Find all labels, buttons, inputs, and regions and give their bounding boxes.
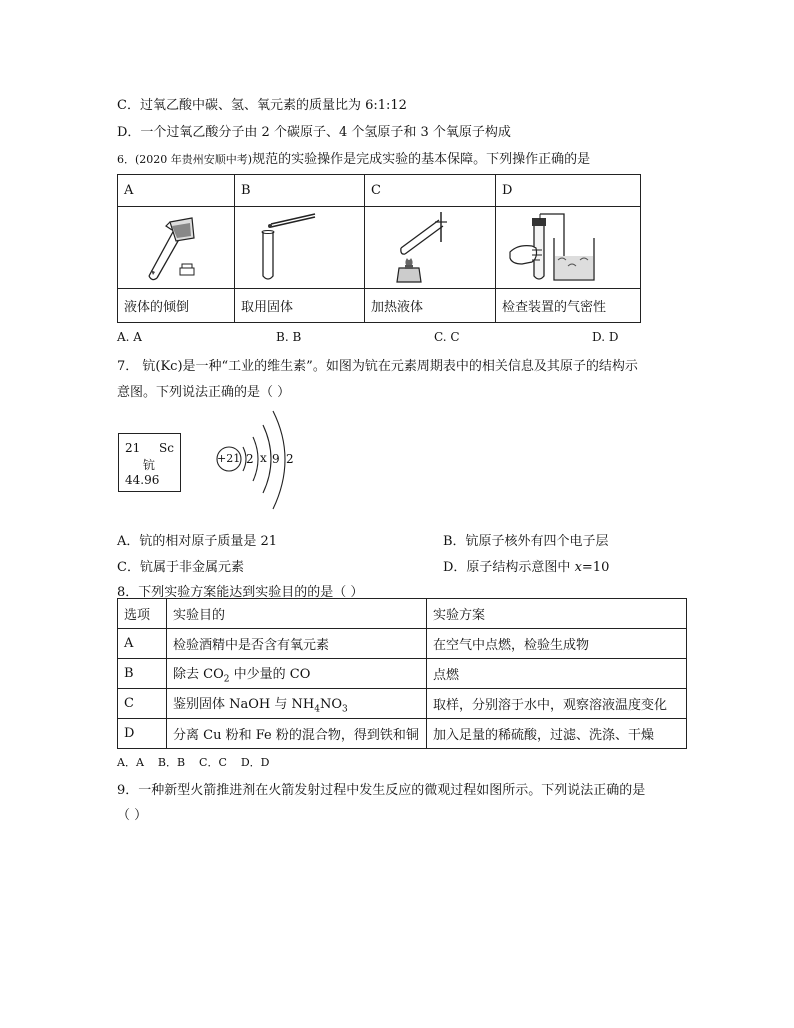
q7-option-c: C．钪属于非金属元素 — [117, 560, 244, 575]
q7-option-d-prefix: D．原子结构示意图中 — [443, 560, 575, 575]
q6-label-b: 取用固体 — [235, 289, 365, 323]
q6-header-a: A — [118, 175, 235, 207]
q8-row-b-purpose-subscript: 2 — [223, 674, 230, 685]
q8-row-a-plan: 在空气中点燃，检验生成物 — [427, 629, 687, 659]
q6-image-c — [365, 207, 496, 289]
q8-row-a-purpose: 检验酒精中是否含有氧元素 — [167, 629, 427, 659]
q8-row-c-purpose-part2: NO — [319, 696, 343, 712]
table-row — [118, 629, 687, 659]
q7-stem-line1: 7． 钪(Kc)是一种“工业的维生素”。如图为钪在元素周期表中的相关信息及其原子的结构示 — [117, 359, 638, 374]
nucleus-charge: +21 — [217, 452, 241, 465]
q8-row-a-option: A — [118, 629, 167, 659]
q8-row-c-subscript-2: 3 — [342, 704, 348, 715]
q8-row-b-plan: 点燃 — [427, 659, 687, 689]
q8-stem: 8．下列实验方案能达到实验目的的是（ ） — [117, 585, 364, 600]
q7-option-b: B．钪原子核外有四个电子层 — [443, 534, 609, 549]
q6-stem-text: 规范的实验操作是完成实验的基本保障。下列操作正确的是 — [252, 152, 591, 167]
q8-row-c-subscript-1: 4 — [314, 704, 320, 715]
pouring-liquid-illustration — [124, 208, 214, 284]
q6-label-c: 加热液体 — [365, 289, 496, 323]
q6-label-d: 检查装置的气密性 — [496, 289, 641, 323]
q8-row-c-plan: 取样，分别溶于水中，观察溶液温度变化 — [427, 689, 687, 719]
q8-header-option: 选项 — [118, 599, 167, 629]
element-symbol: Sc — [159, 441, 174, 455]
q8-row-b-purpose-part2: 中少量的 CO — [229, 666, 311, 682]
q9-stem-line2: （ ） — [117, 808, 148, 823]
q6-stem — [117, 148, 590, 167]
q8-row-b-option: B — [118, 659, 167, 689]
q8-table — [117, 598, 687, 749]
element-atomic-number: 21 — [125, 441, 141, 455]
q6-header-c: C — [365, 175, 496, 207]
q8-header-plan: 实验方案 — [427, 599, 687, 629]
q8-answers: A．A B．B C．C D．D — [117, 756, 270, 769]
q5-option-c: C．过氧乙酸中碳、氢、氧元素的质量比为 6:1:12 — [117, 98, 407, 113]
q6-image-a — [118, 207, 235, 289]
q7-option-d-variable: x — [574, 560, 582, 575]
q7-option-a: A．钪的相对原子质量是 21 — [117, 534, 278, 549]
shell-4-electrons: 2 — [286, 452, 294, 466]
q7-option-d — [443, 556, 609, 575]
q5-option-d: D．一个过氧乙酸分子由 2 个碳原子、4 个氢原子和 3 个氧原子构成 — [117, 125, 511, 140]
shell-2-electrons: x — [260, 451, 267, 465]
q8-header-purpose: 实验目的 — [167, 599, 427, 629]
shell-3-electrons: 9 — [272, 452, 280, 466]
q7-option-d-suffix: =10 — [581, 560, 610, 575]
q7-stem-line2: 意图。下列说法正确的是（ ） — [117, 385, 291, 400]
airtightness-check-illustration — [502, 208, 632, 284]
element-atomic-mass: 44.96 — [125, 473, 160, 487]
q6-table — [117, 174, 641, 323]
taking-solid-illustration — [241, 208, 341, 284]
shell-1-electrons: 2 — [246, 452, 254, 466]
q6-source: 6．(2020 年贵州安顺中考) — [117, 153, 253, 166]
q8-row-d-option: D — [118, 719, 167, 749]
q6-answer-a: A. A — [117, 330, 142, 344]
heating-liquid-illustration — [371, 208, 471, 284]
table-row — [118, 659, 687, 689]
q8-row-b-purpose-part1: 除去 CO — [173, 666, 224, 682]
element-chinese-name: 钪 — [143, 458, 156, 472]
q6-image-d — [496, 207, 641, 289]
q8-row-c-purpose — [167, 689, 427, 719]
element-card-scandium — [118, 433, 181, 492]
q6-image-b — [235, 207, 365, 289]
q8-row-c-purpose-part1: 鉴别固体 NaOH 与 NH — [173, 696, 315, 712]
q9-stem-line1: 9．一种新型火箭推进剂在火箭发射过程中发生反应的微观过程如图所示。下列说法正确的是 — [117, 783, 646, 798]
atomic-structure-diagram — [205, 403, 315, 518]
table-row — [118, 689, 687, 719]
q8-row-d-plan: 加入足量的稀硫酸，过滤、洗涤、干燥 — [427, 719, 687, 749]
q8-row-d-purpose: 分离 Cu 粉和 Fe 粉的混合物，得到铁和铜 — [167, 719, 427, 749]
q6-label-a: 液体的倾倒 — [118, 289, 235, 323]
q6-header-b: B — [235, 175, 365, 207]
q8-row-c-option: C — [118, 689, 167, 719]
q6-answer-c: C. C — [434, 330, 460, 344]
q6-header-d: D — [496, 175, 641, 207]
q6-answer-b: B. B — [276, 330, 302, 344]
table-row — [118, 719, 687, 749]
q6-answer-d: D. D — [592, 330, 619, 344]
q8-row-b-purpose — [167, 659, 427, 689]
